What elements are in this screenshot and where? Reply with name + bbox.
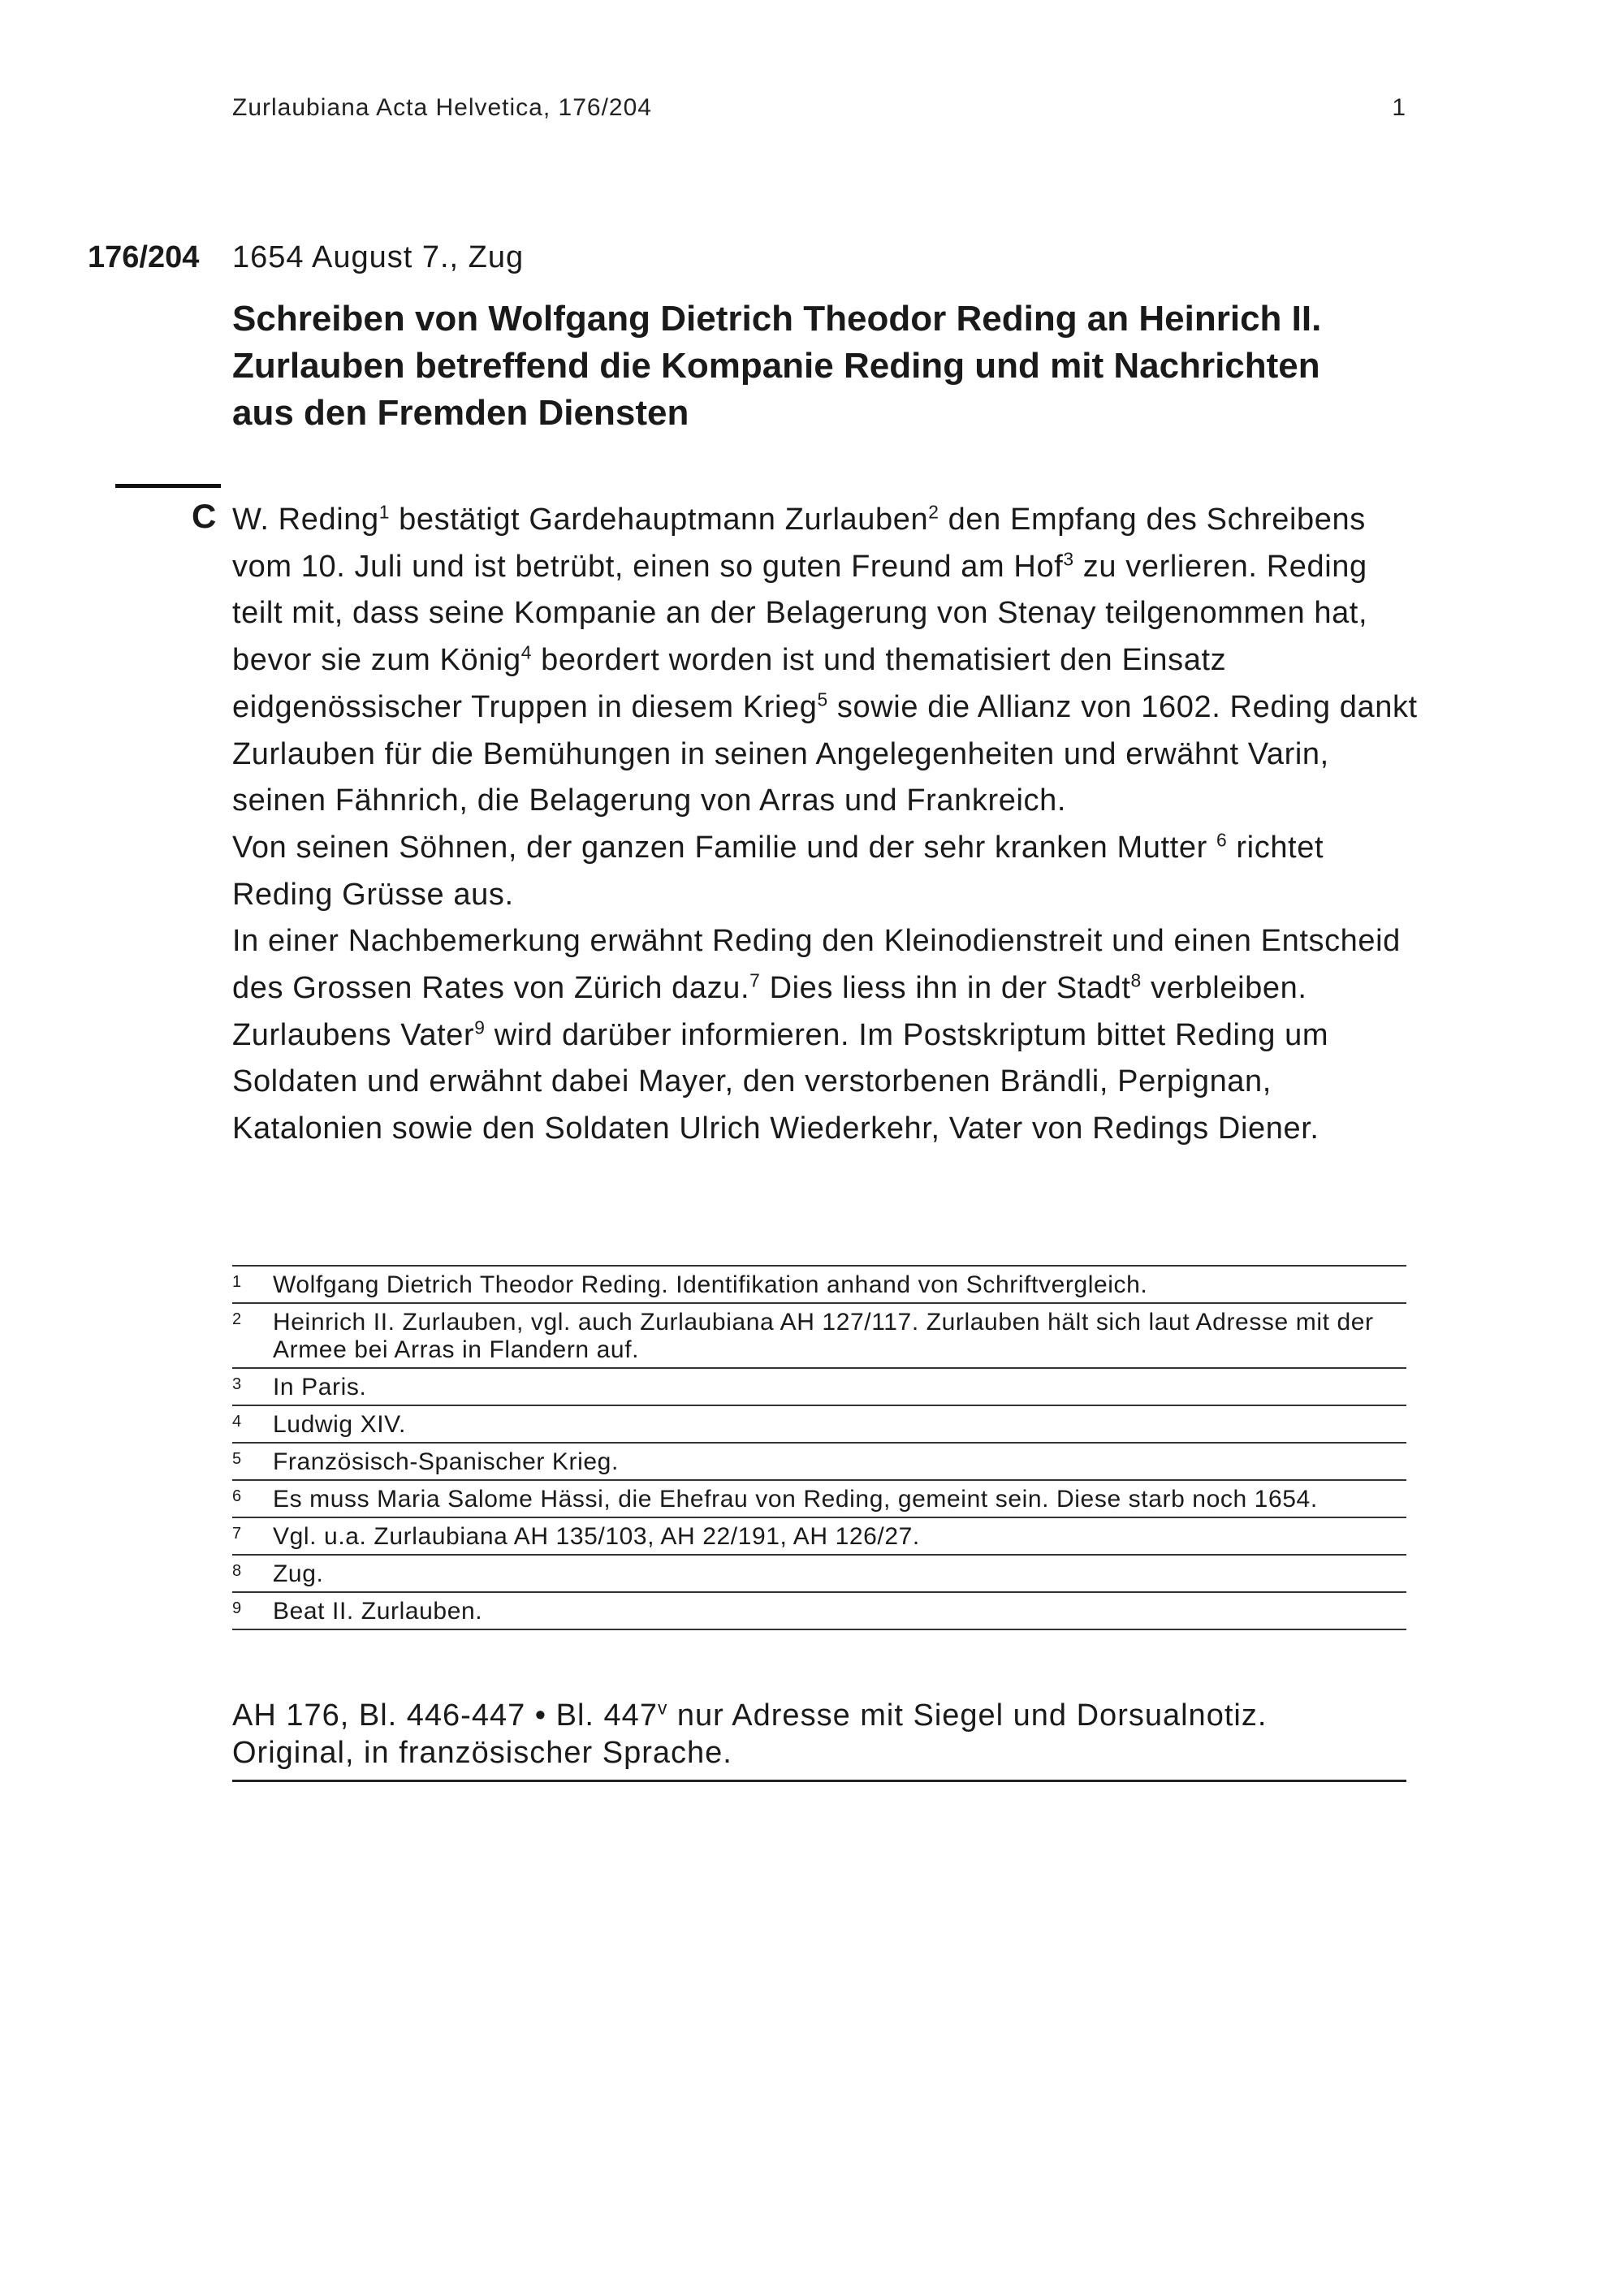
summary-paragraph xyxy=(232,825,1418,918)
summary-text: bestätigt Gardehauptmann Zurlauben xyxy=(390,503,929,537)
footnote-ref: 4 xyxy=(520,641,532,663)
footnote-ref: 6 xyxy=(1216,829,1228,851)
footnote xyxy=(232,1444,1406,1481)
summary-paragraph xyxy=(232,918,1418,1153)
summary-text: zu verlieren. Reding teilt mit, dass seine Kompanie an der Belagerung von Stenay teilgenommen hat, bevor sie zum König xyxy=(232,549,1368,678)
footnote-text: Vgl. u.a. Zurlaubiana AH 135/103, AH 22/191, AH 126/27. xyxy=(273,1523,920,1550)
footnote-text: Wolfgang Dietrich Theodor Reding. Identifikation anhand von Schriftvergleich. xyxy=(273,1271,1148,1298)
document-title xyxy=(232,296,1410,437)
title-line: Schreiben von Wolfgang Dietrich Theodor Reding an Heinrich II. xyxy=(232,299,1322,339)
footnote xyxy=(232,1518,1406,1556)
footnote-ref: 1 xyxy=(378,501,390,523)
footnote-ref: 9 xyxy=(474,1016,486,1038)
source-text: AH 176, Bl. 446-447 • Bl. 447 xyxy=(232,1698,658,1733)
summary-text: Dies liess ihn in der Stadt xyxy=(760,971,1131,1006)
summary-text: verbleiben. Zurlaubens Vater xyxy=(232,971,1307,1052)
footnotes xyxy=(232,1265,1406,1630)
summary-text: W. Reding xyxy=(232,503,379,537)
footnote-number: 7 xyxy=(232,1525,242,1543)
footnote-number: 3 xyxy=(232,1375,242,1393)
footnote-number: 5 xyxy=(232,1450,242,1468)
footnote xyxy=(232,1593,1406,1630)
footnote xyxy=(232,1556,1406,1593)
footnote-text: Ludwig XIV. xyxy=(273,1411,406,1438)
footnote-ref: 5 xyxy=(817,688,828,710)
summary-text: den Empfang des Schreibens vom 10. Juli und ist betrübt, einen so guten Freund am Hof xyxy=(232,503,1366,584)
footnote-text: Zug. xyxy=(273,1560,324,1587)
summary-text: In einer Nachbemerkung erwähnt Reding den Kleinodienstreit und einen Entscheid des Grossen Rates von Zürich dazu. xyxy=(232,924,1401,1006)
summary-text: beordert worden ist und thematisiert den Einsatz eidgenössischer Truppen in diesem Krieg xyxy=(232,643,1227,724)
footnote xyxy=(232,1369,1406,1406)
footnote-number: 8 xyxy=(232,1562,242,1580)
footnote xyxy=(232,1304,1406,1369)
title-line: aus den Fremden Diensten xyxy=(232,393,689,433)
summary-text: sowie die Allianz von 1602. Reding dankt Zurlauben für die Bemühungen in seinen Angelegenheiten und erwähnt Varin, seinen Fähnrich, die Belagerung von Arras und Frankreich. xyxy=(232,689,1418,818)
summary xyxy=(232,497,1418,1153)
footnote-text: Französisch-Spanischer Krieg. xyxy=(273,1448,619,1475)
footnote-number: 4 xyxy=(232,1413,242,1431)
summary-text: richtet Reding Grüsse aus. xyxy=(232,830,1324,912)
footnote xyxy=(232,1406,1406,1444)
entry-number: 176/204 xyxy=(88,240,200,274)
summary-text: Von seinen Söhnen, der ganzen Familie und der sehr kranken Mutter xyxy=(232,830,1216,865)
dateline: 1654 August 7., Zug xyxy=(232,240,525,274)
summary-text: wird darüber informieren. Im Postskriptum bittet Reding um Soldaten und erwähnt dabei Mayer, den verstorbenen Brändli, Perpignan, Katalonien sowie den Soldaten Ulrich Wiederkehr, Vater von Redings Diener. xyxy=(232,1017,1329,1146)
margin-marker: C xyxy=(192,497,217,535)
page-number: 1 xyxy=(1392,94,1406,121)
summary-paragraph xyxy=(232,497,1418,825)
source-text: nur Adresse mit Siegel und Dorsualnotiz. xyxy=(667,1698,1268,1733)
footnote-ref: 8 xyxy=(1130,969,1142,991)
running-head xyxy=(232,94,1406,122)
source-line xyxy=(232,1697,1406,1734)
running-title: Zurlaubiana Acta Helvetica, 176/204 xyxy=(232,94,652,121)
footnote xyxy=(232,1481,1406,1518)
footnote-text: Es muss Maria Salome Hässi, die Ehefrau von Reding, gemeint sein. Diese starb noch 1654. xyxy=(273,1486,1318,1513)
footnote-text: In Paris. xyxy=(273,1374,367,1400)
title-line: Zurlauben betreffend die Kompanie Reding und mit Nachrichten xyxy=(232,346,1320,386)
footnote-ref: 7 xyxy=(749,969,761,991)
footnote-text: Beat II. Zurlauben. xyxy=(273,1598,483,1625)
source-note xyxy=(232,1697,1406,1782)
source-line: Original, in französischer Sprache. xyxy=(232,1736,732,1770)
footnote-number: 2 xyxy=(232,1310,242,1328)
footnote-number: 6 xyxy=(232,1487,242,1505)
footnote-number: 1 xyxy=(232,1273,242,1291)
footnote xyxy=(232,1267,1406,1304)
footnote-ref: 2 xyxy=(928,501,939,523)
verso-mark: v xyxy=(657,1697,668,1719)
footnote-ref: 3 xyxy=(1063,548,1074,570)
section-rule xyxy=(115,484,221,488)
footnote-number: 9 xyxy=(232,1599,242,1617)
footnote-text: Heinrich II. Zurlauben, vgl. auch Zurlaubiana AH 127/117. Zurlauben hält sich laut Adresse mit der Armee bei Arras in Flandern auf. xyxy=(273,1309,1374,1363)
